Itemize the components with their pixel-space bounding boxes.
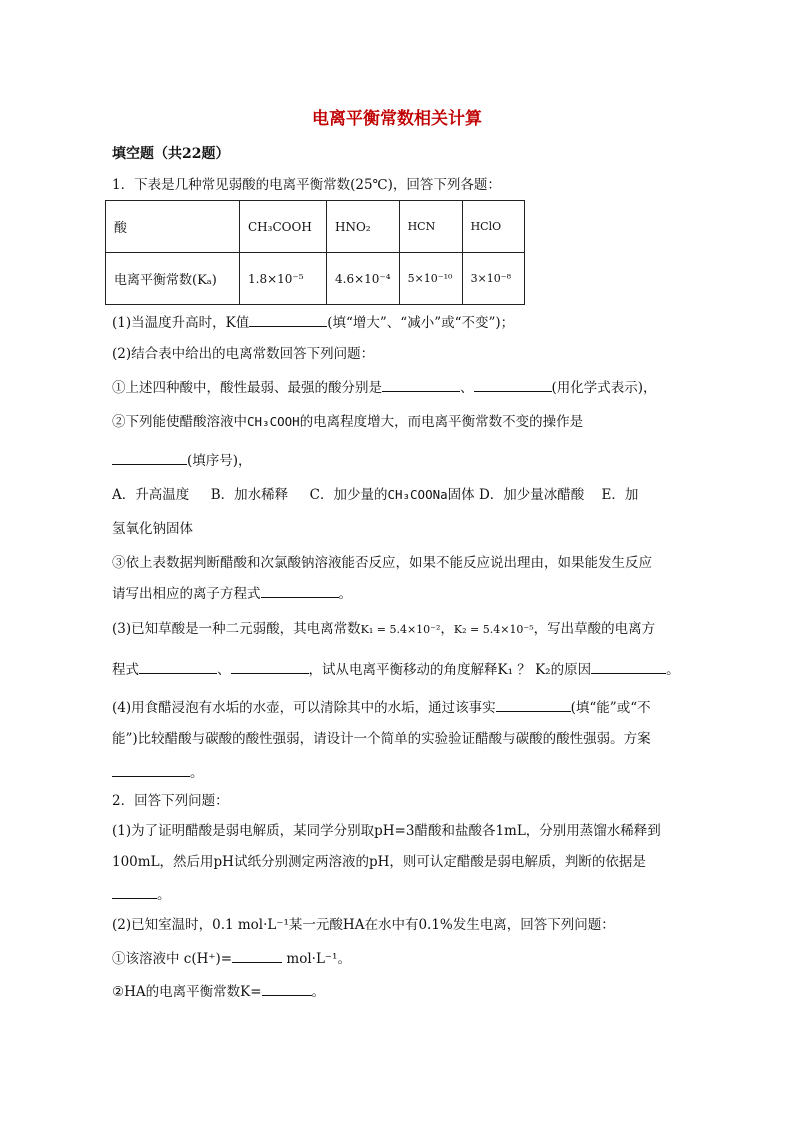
q2-part1-cont: 100mL，然后用pH试纸分别测定两溶液的pH，则可认定醋酸是弱电解质，判断的依据是	[112, 854, 646, 870]
text: 。	[157, 887, 171, 903]
section-heading: 填空题（共22题）	[112, 146, 230, 162]
option-d: D．加少量冰醋酸	[478, 487, 585, 503]
q1-part2-2	[112, 413, 583, 431]
text: ①该溶液中 c(H⁺)=	[112, 951, 233, 967]
option-b: B．加水稀释	[210, 487, 289, 503]
text: 的电离程度增大，而电离平衡常数不变的操作是	[299, 414, 584, 430]
option-c: C．加少量的	[309, 487, 388, 503]
k-value-cell: 4.6×10⁻⁴	[327, 253, 400, 305]
text: (3)已知草酸是一种二元弱酸，其电离常数	[112, 621, 361, 637]
q1-options	[112, 486, 638, 504]
k-value-cell: 3×10⁻⁸	[462, 253, 524, 305]
answer-blank[interactable]	[262, 981, 312, 996]
text: ②下列能使醋酸溶液中	[112, 414, 247, 430]
answer-blank[interactable]	[112, 884, 157, 899]
text: 请写出相应的离子方程式	[112, 586, 261, 602]
constant-k2: K₂ = 5.4×10⁻⁵	[453, 623, 534, 636]
q2-part2-1	[112, 948, 351, 968]
answer-blank[interactable]	[112, 762, 190, 777]
text: ，写出草酸的电离方	[533, 621, 656, 637]
answer-blank[interactable]	[249, 312, 327, 327]
acid-cell: HCN	[399, 201, 462, 253]
text: 、	[217, 662, 231, 678]
q1-part3-cont	[112, 659, 680, 679]
q1-part4-answer	[112, 762, 204, 782]
text: 。	[666, 662, 680, 678]
answer-blank[interactable]	[232, 948, 282, 963]
acid-cell: CH₃COOH	[240, 201, 327, 253]
q1-intro: 1．下表是几种常见弱酸的电离平衡常数(25℃)，回答下列各题：	[112, 177, 501, 193]
q1-part2-3: ③依上表数据判断醋酸和次氯酸钠溶液能否反应，如果不能反应说出理由，如果能发生反应	[112, 555, 652, 571]
text: ①上述四种酸中，酸性最弱、最强的酸分别是	[112, 380, 382, 396]
text: (填“能”或“不	[570, 700, 651, 716]
text: (1)当温度升高时，K值	[112, 315, 250, 331]
text: (用化学式表示)，	[551, 380, 657, 396]
k-value-cell: 5×10⁻¹⁰	[399, 253, 462, 305]
page-title: 电离平衡常数相关计算	[312, 109, 482, 129]
answer-blank[interactable]	[139, 659, 217, 674]
table-row	[106, 201, 525, 253]
text: 程式	[112, 662, 139, 678]
acid-constant-table	[105, 200, 525, 305]
answer-blank[interactable]	[591, 659, 666, 674]
q2-intro: 2．回答下列问题：	[112, 793, 229, 809]
answer-blank[interactable]	[231, 659, 309, 674]
q1-part2-2-answer	[112, 450, 252, 470]
q2-part1-answer	[112, 884, 171, 904]
table-header-acid: 酸	[106, 201, 240, 253]
q1-options-cont: 氢氧化钠固体	[112, 521, 193, 537]
q1-part2-1	[112, 377, 657, 397]
text: ，试从电离平衡移动的角度解释K₁ ？ K₂的原因	[308, 662, 592, 678]
text: ②HA的电离平衡常数K=	[112, 984, 262, 1000]
table-row	[106, 253, 525, 305]
q2-part1: (1)为了证明醋酸是弱电解质，某同学分别取pH=3醋酸和盐酸各1mL，分别用蒸馏水稀释到	[112, 823, 661, 839]
chem-formula: CH₃COONa	[387, 487, 448, 502]
q1-part3	[112, 620, 655, 639]
text: 。	[311, 984, 326, 1000]
q1-part4	[112, 697, 651, 717]
acid-cell: HClO	[462, 201, 524, 253]
text: 固体	[447, 487, 475, 503]
q2-part2-2	[112, 981, 325, 1001]
answer-blank[interactable]	[496, 697, 571, 712]
q1-part2: (2)结合表中给出的电离常数回答下列问题：	[112, 346, 375, 362]
text: (填“增大”、“减小”或“不变”)；	[327, 315, 515, 331]
text: ，	[440, 621, 454, 637]
text: 。	[338, 586, 352, 602]
answer-blank[interactable]	[261, 583, 339, 598]
q1-part1	[112, 312, 514, 332]
option-a: A．升高温度	[112, 487, 190, 503]
k-value-cell: 1.8×10⁻⁵	[240, 253, 327, 305]
q1-part4-cont: 能”)比较醋酸与碳酸的酸性强弱，请设计一个简单的实验验证醋酸与碳酸的酸性强弱。方案	[112, 731, 651, 747]
answer-blank[interactable]	[474, 377, 552, 392]
text: (4)用食醋浸泡有水垢的水壶，可以清除其中的水垢，通过该事实	[112, 700, 496, 716]
text: 、	[460, 380, 474, 396]
text: mol·L⁻¹。	[282, 951, 351, 967]
q1-part2-3-cont	[112, 583, 352, 603]
answer-blank[interactable]	[112, 450, 187, 465]
table-header-k: 电离平衡常数(Kₐ)	[106, 253, 240, 305]
acid-cell: HNO₂	[327, 201, 400, 253]
text: (填序号)，	[187, 453, 252, 469]
answer-blank[interactable]	[382, 377, 460, 392]
option-e: E．加	[601, 487, 639, 503]
text: 。	[190, 765, 204, 781]
constant-k1: K₁ = 5.4×10⁻²	[360, 623, 441, 636]
q2-part2: (2)已知室温时，0.1 mol·L⁻¹某一元酸HA在水中有0.1%发生电离，回答下列问题：	[112, 917, 615, 933]
chem-formula: CH₃COOH	[247, 414, 300, 429]
